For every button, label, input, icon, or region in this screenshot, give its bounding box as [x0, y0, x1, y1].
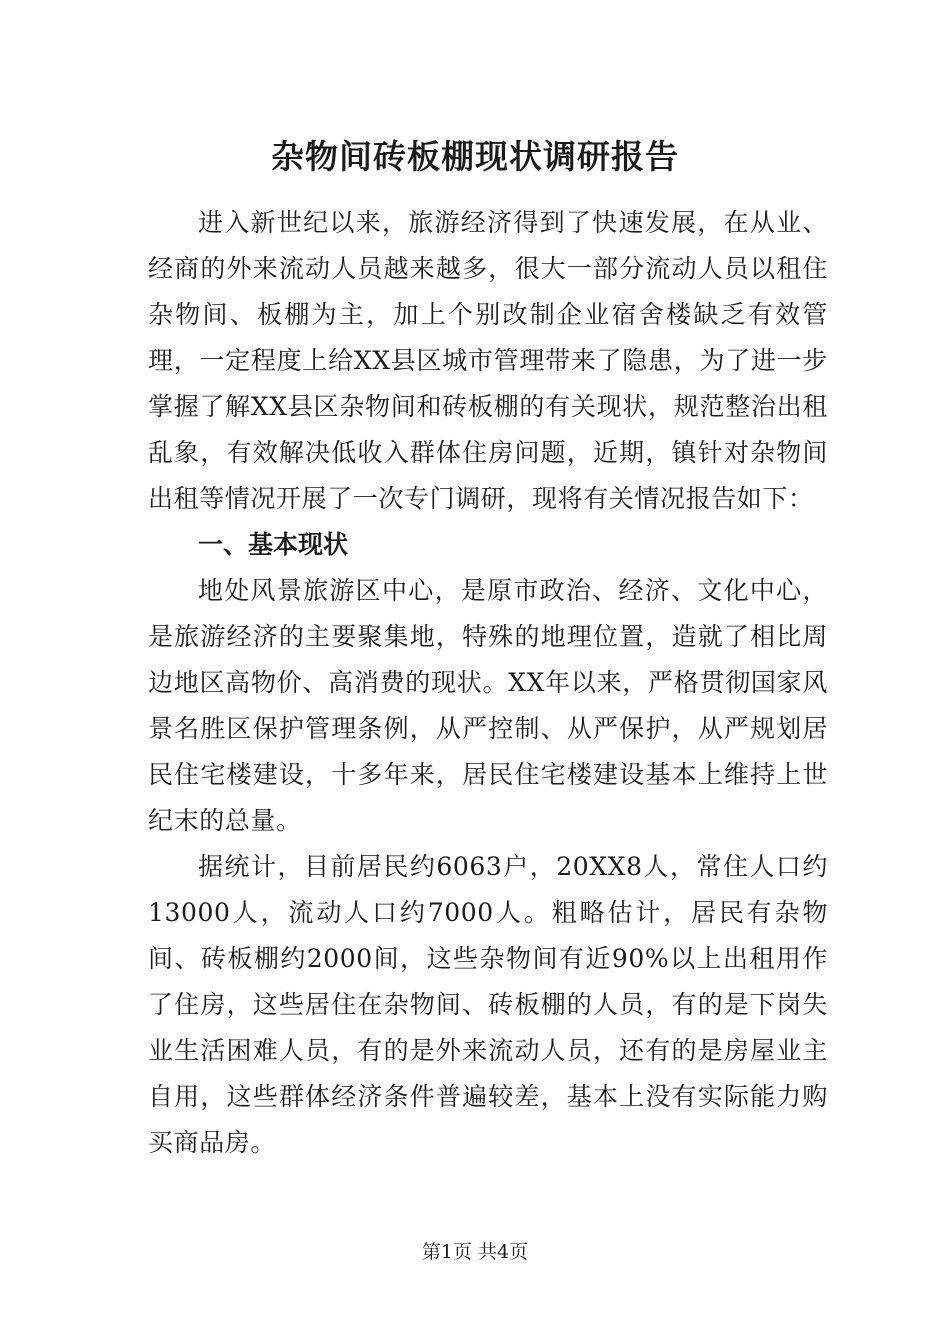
section-heading: 一、基本现状: [198, 530, 349, 559]
page-footer: 第1页 共4页: [421, 1241, 529, 1263]
document-title: 杂物间砖板棚现状调研报告: [271, 137, 679, 176]
intro-paragraph: 进入新世纪以来，旅游经济得到了快速发展，在从业、经商的外来流动人员越来越多，很大一部分流动人员以租住杂物间、板棚为主，加上个别改制企业宿舍楼缺乏有效管理，一定程度上给XX县区城市管理带来了隐患，为了进一步掌握了解XX县区杂物间和砖板棚的有关现状，规范整治出租乱象，有效解决低收入群体住房问题，近期，镇针对杂物间出租等情况开展了一次专门调研，现将有关情况报告如下：: [148, 208, 828, 513]
body-paragraph: 地处风景旅游区中心，是原市政治、经济、文化中心，是旅游经济的主要聚集地，特殊的地理位置，造就了相比周边地区高物价、高消费的现状。XX年以来，严格贯彻国家风景名胜区保护管理条例，从严控制、从严保护，从严规划居民住宅楼建设，十多年来，居民住宅楼建设基本上维持上世纪末的总量。: [148, 576, 828, 835]
body-paragraph: 据统计，目前居民约6063户，20XX8人，常住人口约13000人，流动人口约7000人。粗略估计，居民有杂物间、砖板棚约2000间，这些杂物间有近90%以上出租用作了住房，这些居住在杂物间、砖板棚的人员，有的是下岗失业生活困难人员，有的是外来流动人员，还有的是房屋业主自用，这些群体经济条件普遍较差，基本上没有实际能力购买商品房。: [148, 852, 828, 1157]
document-body: [148, 200, 828, 1166]
